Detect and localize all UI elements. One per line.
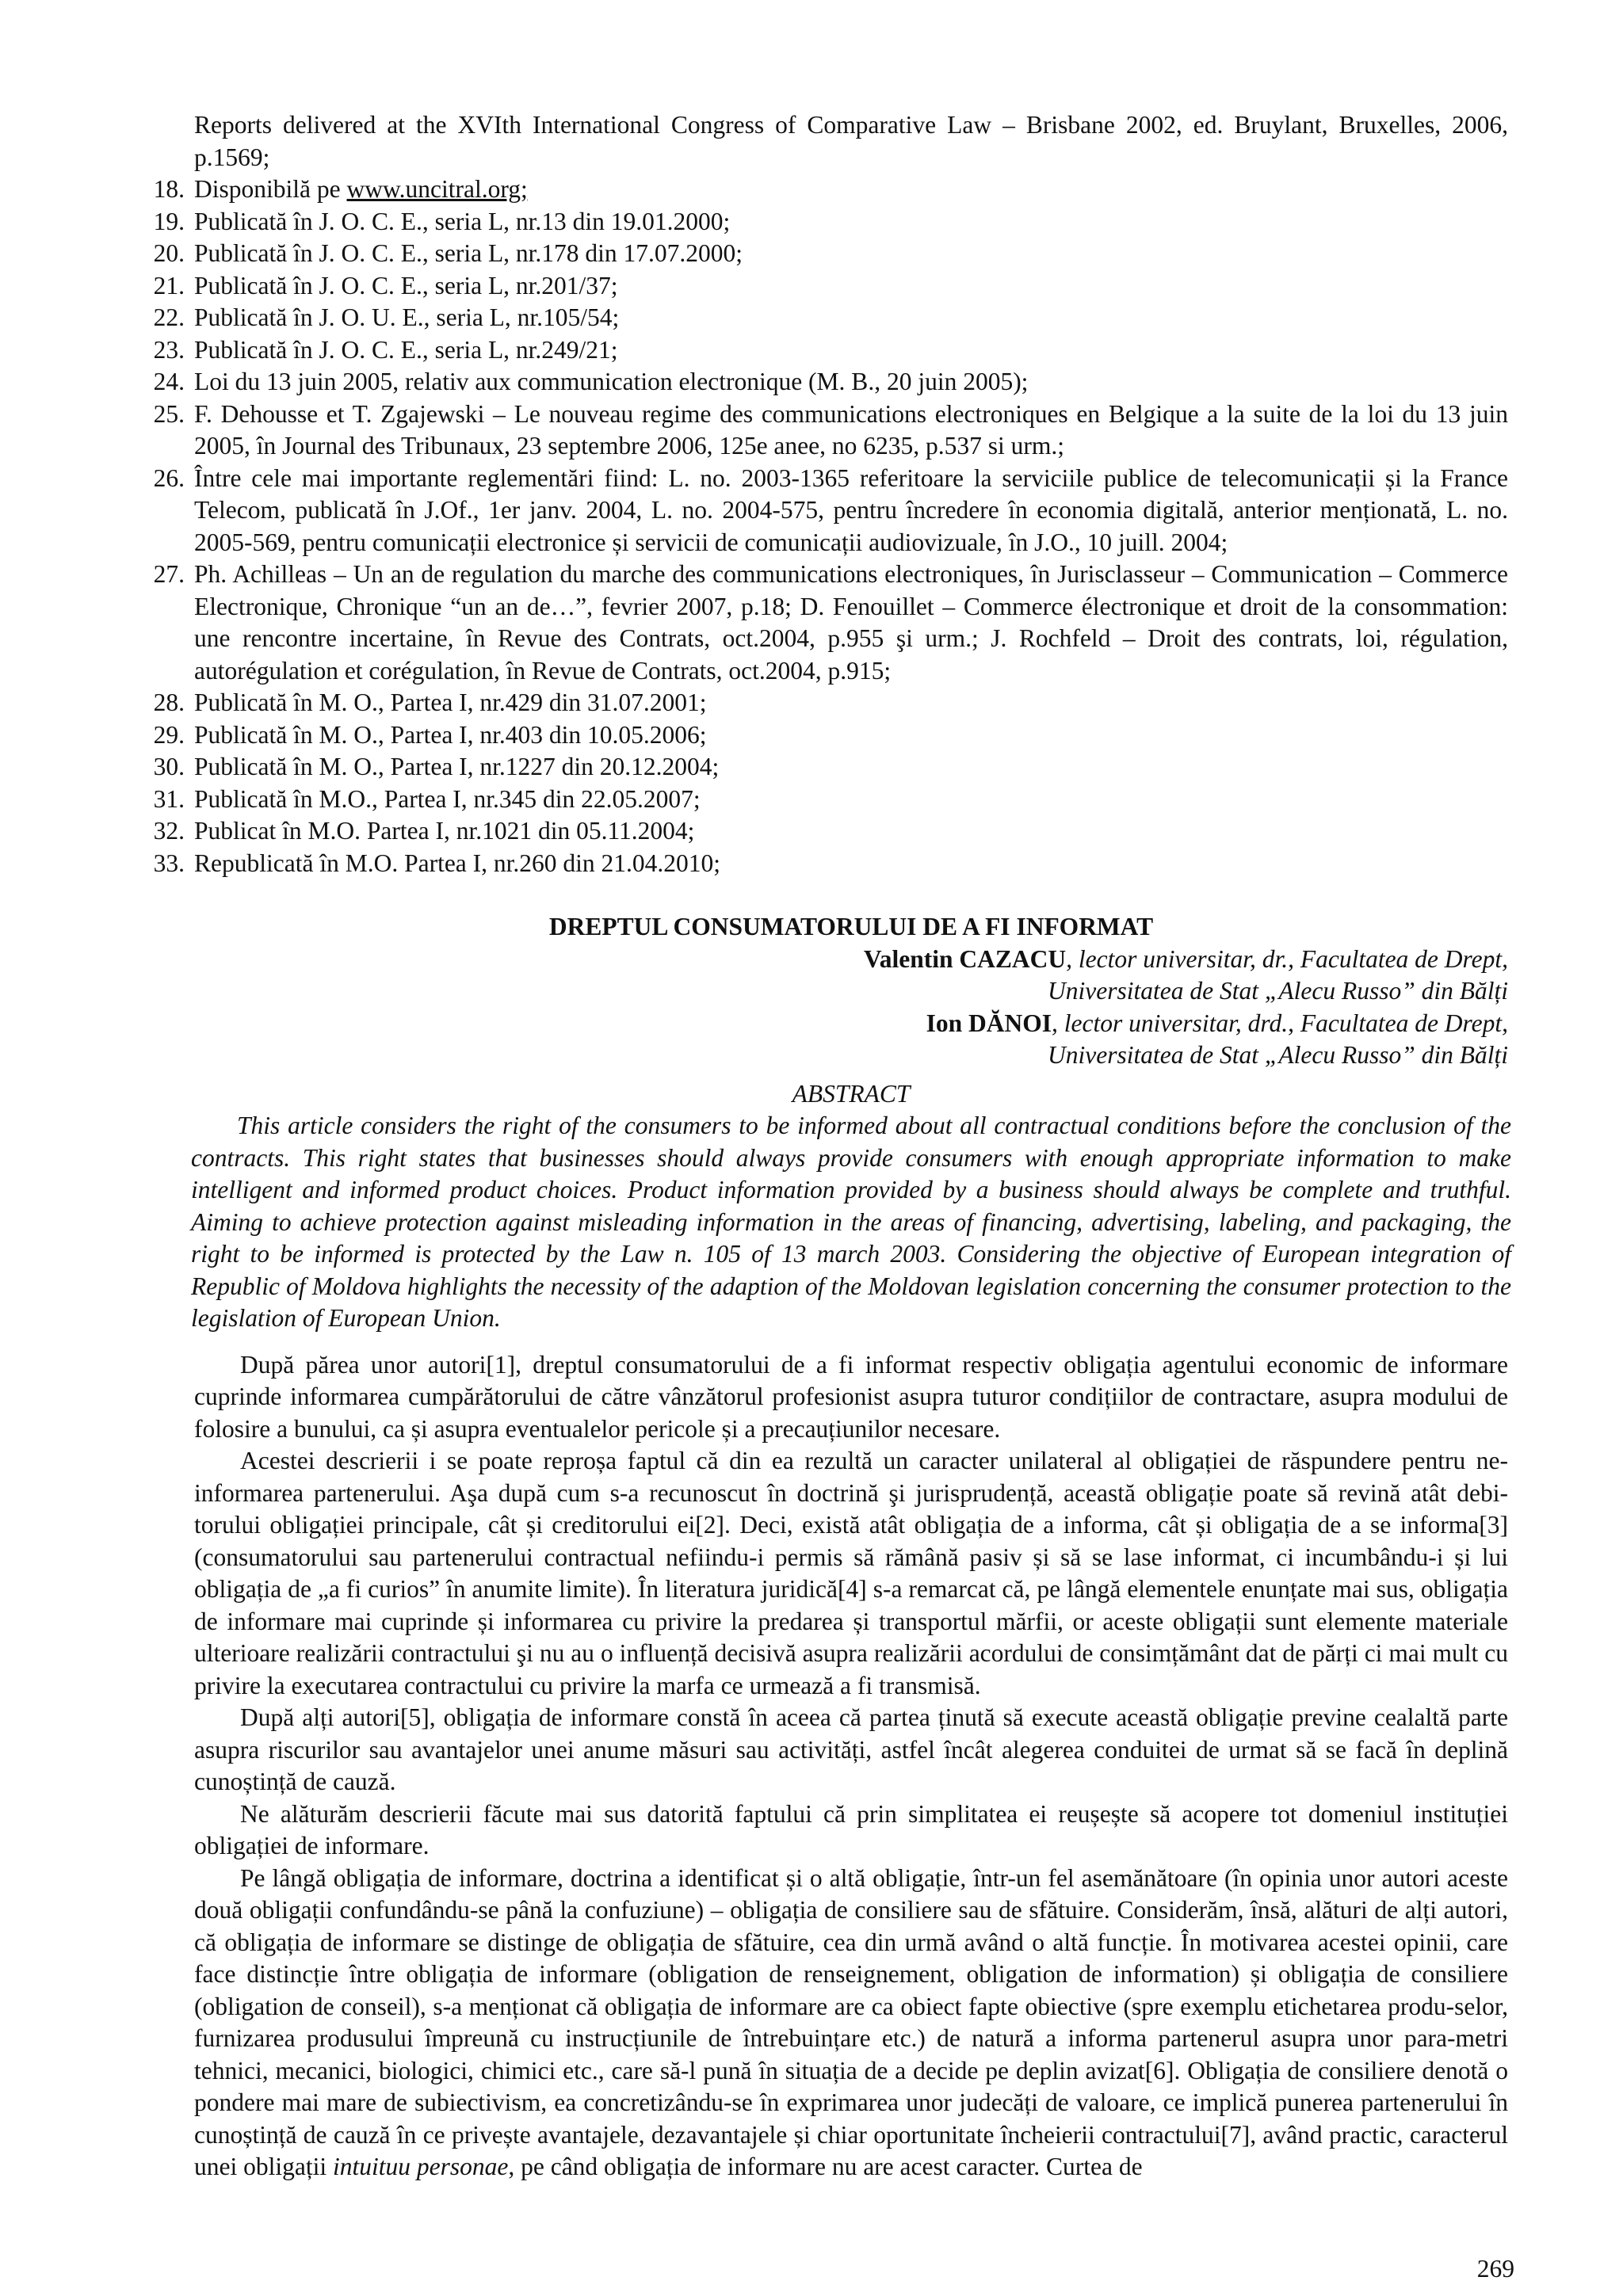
reference-text: F. Dehousse et T. Zgajewski – Le nouveau regime des communications electroniques en Belgique a la suite de la loi du 13 juin 2005, în Journal des Tribunaux, 23 septembre 2006, 125e anee, no 6235, p.537 si urm.; <box>194 399 1508 460</box>
reference-item <box>153 463 1508 559</box>
author-1 <box>194 944 1508 976</box>
reference-link[interactable]: www.uncitral.org; <box>346 175 528 203</box>
reference-number: 21. <box>153 271 185 299</box>
reference-item <box>153 238 1508 270</box>
reference-item <box>153 687 1508 719</box>
paragraph-5-tail: , pe când obligația de informare nu are acest caracter. Curtea de <box>508 2153 1143 2180</box>
reference-text: Publicată în J. O. C. E., seria L, nr.201/37; <box>194 271 618 299</box>
reference-number: 33. <box>153 849 185 877</box>
reference-text: Publicată în M. O., Partea I, nr.403 din 10.05.2006; <box>194 720 707 749</box>
references-list <box>153 109 1508 879</box>
reference-item <box>153 334 1508 367</box>
reference-text: Publicată în M. O., Partea I, nr.429 din 31.07.2001; <box>194 688 707 716</box>
paragraph-2: Acestei descrierii i se poate reproșa faptul că din ea rezultă un caracter unilateral al obligației de răspundere pentru ne-informarea partenerului. Aşa după cum s-a recunoscut în doctrină şi jurisprudență, această obligație poate să revină atât debi-torului obligației principale, cât și creditorului ei[2]. Deci, există atât obligația de a informa, cât și obligația de a se informa[3] (consumatorului sau partenerului contractual nefiindu-i permis să rămână pasiv și să se lase informat, ci incumbându-i și lui obligația de „a fi curios” în anumite limite). În literatura juridică[4] s-a remarcat că, pe lângă elementele enunțate mai sus, obligația de informare mai cuprinde și informarea cu privire la predarea și transportul mărfii, or aceste obligații sunt elemente materiale ulterioare realizării contractului şi nu au o influență decisivă asupra realizării acordului de consimțământ dat de părți ci mai mult cu privire la executarea contractului cu privire la marfa ce urmează a fi transmisă. <box>194 1447 1508 1699</box>
reference-text: Publicată în M. O., Partea I, nr.1227 din 20.12.2004; <box>194 753 720 780</box>
reference-text: Reports delivered at the XVIth International Congress of Comparative Law – Brisbane 2002, ed. Bruylant, Bruxelles, 2006, p.1569; <box>194 111 1508 171</box>
reference-text: Publicată în J. O. C. E., seria L, nr.249/21; <box>194 335 618 364</box>
reference-number: 24. <box>153 368 185 395</box>
reference-number: 22. <box>153 303 185 331</box>
reference-text: Ph. Achilleas – Un an de regulation du marche des communications electroniques, în Jurisclasseur – Communication – Commerce Electronique, Chronique “un an de…”, fevrier 2007, p.18; D. Fenouillet – Commerce électronique et droit de la consommation: une rencontre incertaine, în Revue des Contrats, oct.2004, p.955 şi urm.; J. Rochfeld – Droit des contrats, loi, régulation, autorégulation et corégulation, în Revue de Contrats, oct.2004, p.915; <box>194 560 1508 685</box>
reference-number: 25. <box>153 399 185 428</box>
paragraph-1: După părea unor autori[1], dreptul consumatorului de a fi informat respectiv obligația agentului economic de informare cuprinde informarea cumpărătorului de către vânzătorul profesionist asupra tuturor condițiilor de contractare, asupra modului de folosire a bunului, ca și asupra eventualelor pericole și a precauțiunilor necesare. <box>194 1350 1508 1443</box>
author-2-name: Ion DĂNOI <box>926 1009 1052 1037</box>
reference-item <box>153 206 1508 238</box>
reference-item <box>153 848 1508 880</box>
reference-item <box>153 302 1508 334</box>
reference-item <box>153 815 1508 848</box>
reference-text: Publicată în J. O. C. E., seria L, nr.178 din 17.07.2000; <box>194 239 743 267</box>
article-title: DREPTUL CONSUMATORULUI DE A FI INFORMAT <box>548 913 1154 940</box>
author-1-role: , lector universitar, dr., Facultatea de Drept, <box>1066 944 1508 973</box>
author-2-role: , lector universitar, drd., Facultatea de Drept, <box>1052 1009 1508 1037</box>
reference-text-prefix: Disponibilă pe <box>194 175 347 203</box>
abstract-title: ABSTRACT <box>792 1079 911 1108</box>
reference-item <box>153 366 1508 399</box>
page-content <box>153 109 1511 2183</box>
author-2 <box>194 1008 1508 1040</box>
abstract-block <box>191 1078 1511 1335</box>
reference-item <box>194 109 1508 174</box>
reference-number: 31. <box>153 784 185 813</box>
reference-item <box>153 270 1508 303</box>
reference-item <box>153 399 1508 463</box>
reference-text: Între cele mai importante reglementări fiind: L. no. 2003-1365 referitoare la serviciile publice de telecomunicații și la France Telecom, publicată în J.Of., 1er janv. 2004, L. no. 2004-575, pentru încredere în economia digitală, anterior menționată, L. no. 2005-569, pentru comunicații electronice și servicii de comunicații audiovizuale, în J.O., 10 juill. 2004; <box>194 463 1508 556</box>
reference-item <box>153 719 1508 752</box>
author-2-affiliation <box>194 1039 1508 1072</box>
reference-text: Republicată în M.O. Partea I, nr.260 din 21.04.2010; <box>194 849 721 877</box>
reference-text: Loi du 13 juin 2005, relativ aux communication electronique (M. B., 20 juin 2005); <box>194 368 1029 395</box>
reference-text: Publicată în M.O., Partea I, nr.345 din 22.05.2007; <box>194 784 701 813</box>
article-body <box>194 1349 1508 2183</box>
reference-number: 23. <box>153 335 185 364</box>
reference-number: 18. <box>153 175 185 203</box>
paragraph-5-italic: intuituu personae <box>332 2153 509 2180</box>
paragraph-5-text: Pe lângă obligația de informare, doctrina a identificat și o altă obligație, într-un fel asemănătoare (în opinia unor autori aceste două obligații confundându-se până la confuziune) – obligația de consiliere sau de sfătuire. Considerăm, însă, alături de alți autori, că obligația de informare se distinge de obligația de sfătuire, cea din urmă având o altă funcție. În motivarea acestei opinii, care face distincție între obligația de informare (obligation de renseignement, obligation de information) și obligația de consiliere (obligation de conseil), s-a menționat că obligația de informare are ca obiect fapte obiective (spre exemplu etichetarea produ-selor, furnizarea produsului împreună cu instrucțiunile de întrebuințare etc.) de natură a informa partenerul asupra unor para-metri tehnici, mecanici, biologici, chimici etc., care să-l pună în situația de a decide pe deplin avizat[6]. Obligația de consiliere denotă o pondere mai mare de subiectivism, ea concretizându-se în exprimarea unor judecăți de valoare, ce implică punerea partenerului în cunoștință de cauză în ce privește avantajele, dezavantajele și chiar oportunitate încheierii contractului[7], având practic, caracterul unei obligații <box>194 1863 1508 2180</box>
reference-text: Publicat în M.O. Partea I, nr.1021 din 05.11.2004; <box>194 817 695 845</box>
reference-number: 32. <box>153 817 185 845</box>
abstract-text: This article considers the right of the consumers to be informed about all contractual conditions before the conclusion of the contracts. This right states that businesses should always provide consumers with enough appropriate information to make intelligent and informed product choices. Product information provided by a business should always be complete and truthful. Aiming to achieve protection against misleading information in the areas of financing, advertising, labeling, and packaging, the right to be informed is protected by the Law n. 105 of 13 march 2003. Considering the objective of European integration of Republic of Moldova highlights the necessity of the adaption of the Moldovan legislation concerning the consumer protection to the legislation of European Union. <box>191 1112 1511 1332</box>
author-2-affiliation-text: Universitatea de Stat „Alecu Russo” din Bălți <box>1048 1041 1508 1069</box>
reference-number: 29. <box>153 720 185 749</box>
reference-text: Publicată în J. O. U. E., seria L, nr.105/54; <box>194 303 620 331</box>
paragraph-3: După alți autori[5], obligația de informare constă în aceea că partea ținută să execute această obligație previne cealaltă parte asupra riscurilor sau avantajelor unei anume măsuri sau activități, astfel încât alegerea conduitei de urmat să se facă în deplină cunoștință de cauză. <box>194 1703 1508 1795</box>
reference-number: 26. <box>153 463 185 492</box>
author-1-affiliation-text: Universitatea de Stat „Alecu Russo” din Bălți <box>1048 977 1508 1005</box>
reference-item <box>153 174 1508 206</box>
reference-item <box>153 751 1508 784</box>
reference-number: 20. <box>153 239 185 267</box>
reference-number: 28. <box>153 688 185 716</box>
page-number: 269 <box>1476 2255 1514 2283</box>
paragraph-4: Ne alăturăm descrierii făcute mai sus datorită faptului că prin simplitatea ei reușește să acopere tot domeniul instituției obligației de informare. <box>194 1799 1508 1859</box>
reference-item <box>153 784 1508 816</box>
reference-number: 19. <box>153 207 185 235</box>
reference-text <box>194 174 1508 206</box>
paragraph-5 <box>194 1863 1508 2183</box>
author-1-affiliation <box>194 975 1508 1008</box>
reference-item <box>153 559 1508 687</box>
author-1-name: Valentin CAZACU <box>863 944 1067 973</box>
reference-text: Publicată în J. O. C. E., seria L, nr.13 din 19.01.2000; <box>194 207 731 235</box>
reference-number: 30. <box>153 753 185 780</box>
reference-number: 27. <box>153 560 185 588</box>
